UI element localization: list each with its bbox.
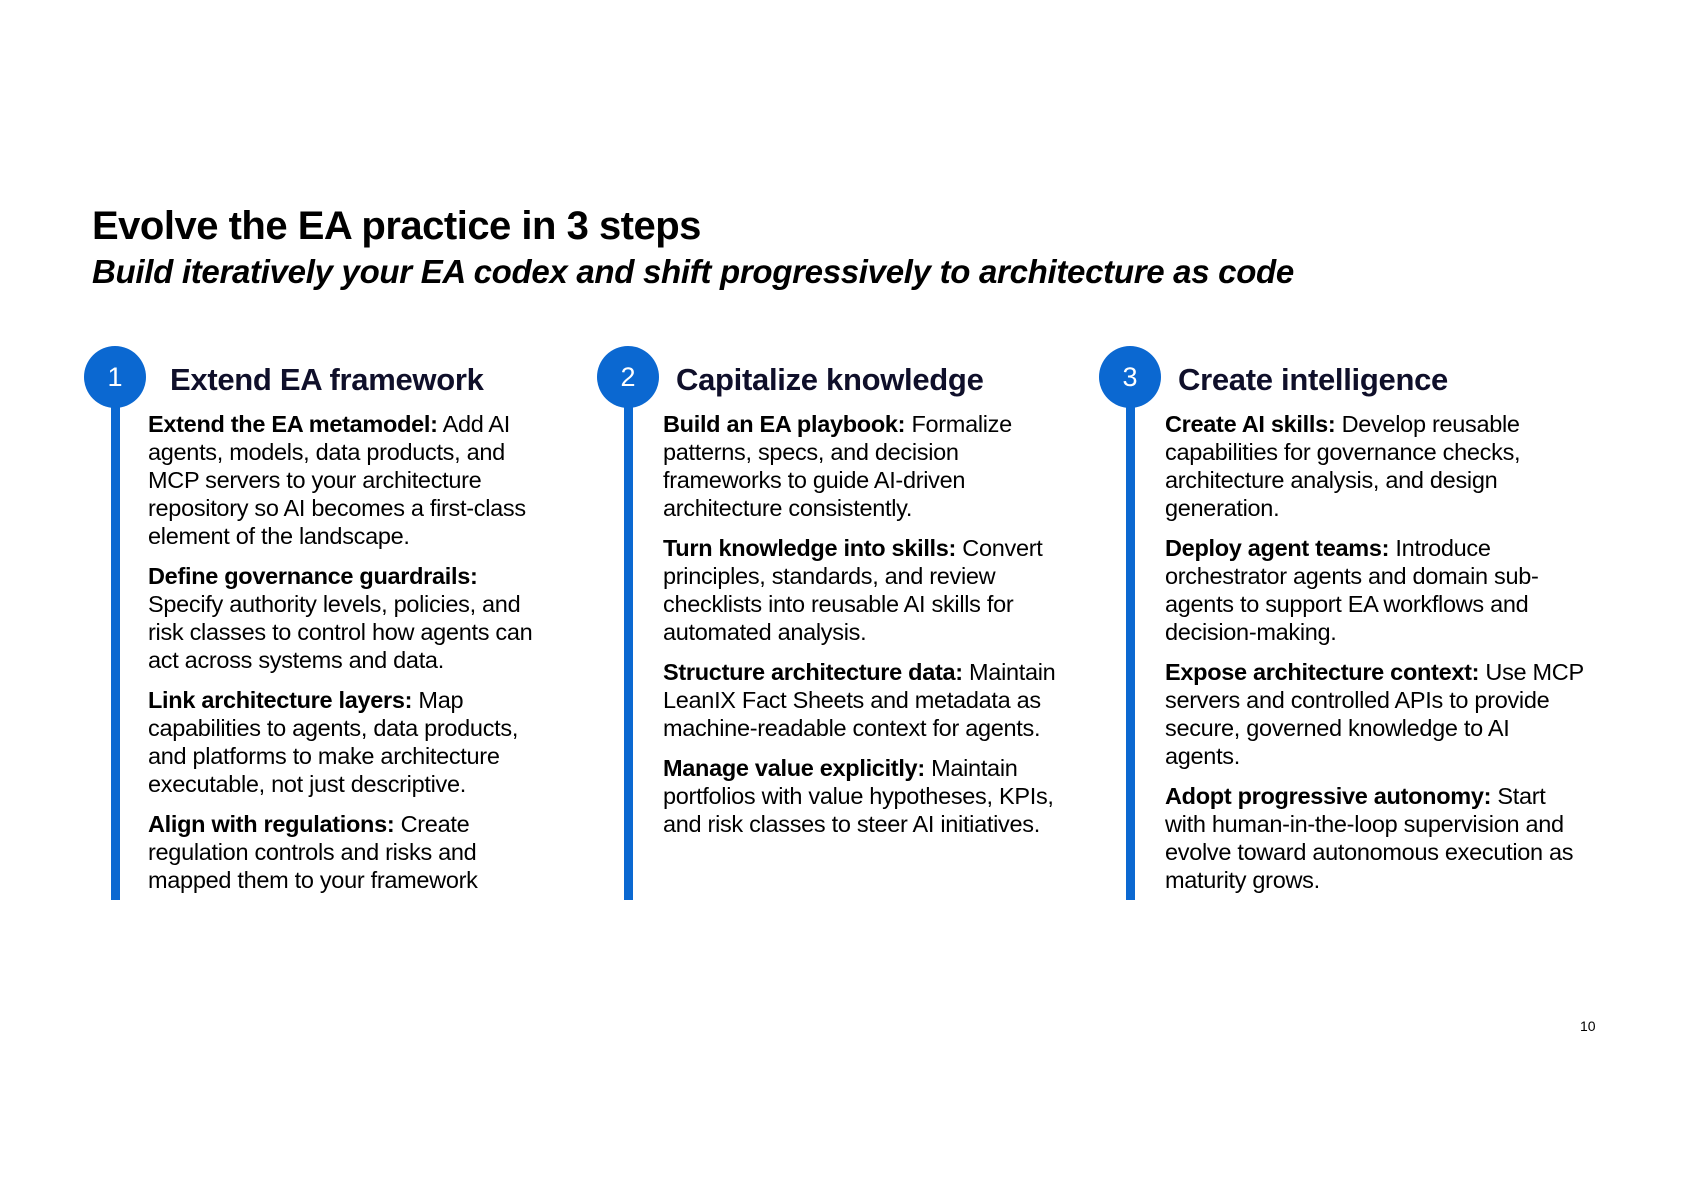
- step-2-item-4-heading: Manage value explicitly:: [663, 755, 925, 781]
- step-2-item-3-text: Maintain LeanIX Fact Sheets and metadata as machine-readable context for agents.: [663, 659, 1056, 741]
- step-3-item-3: [1165, 658, 1585, 770]
- step-2-title: Capitalize knowledge: [676, 362, 984, 397]
- step-1-number-badge: 1: [84, 346, 146, 408]
- step-3-item-1-text: Develop reusable capabilities for governance checks, architecture analysis, and design generation.: [1165, 411, 1521, 521]
- step-2-body: [663, 410, 1073, 850]
- step-3-item-4-heading: Adopt progressive autonomy:: [1165, 783, 1492, 809]
- step-2-item-1-text: Formalize patterns, specs, and decision frameworks to guide AI-driven architecture consistently.: [663, 411, 1012, 521]
- step-1-item-3: [148, 686, 558, 798]
- step-1-item-1-text: Add AI agents, models, data products, and MCP servers to your architecture repository so AI becomes a first-class element of the landscape.: [148, 411, 526, 549]
- step-3-item-4-text: Start with human-in-the-loop supervision and evolve toward autonomous execution as maturity grows.: [1165, 783, 1574, 893]
- step-3-item-4: [1165, 782, 1585, 894]
- step-1-item-2: [148, 562, 558, 674]
- page-subtitle: Build iteratively your EA codex and shift progressively to architecture as code: [92, 253, 1294, 290]
- step-1-item-2-text: Specify authority levels, policies, and risk classes to control how agents can act across systems and data.: [148, 591, 533, 673]
- step-2-item-3: [663, 658, 1073, 742]
- step-2-number-badge: 2: [597, 346, 659, 408]
- step-3-timeline-bar: [1126, 386, 1135, 900]
- page-number: 10: [1580, 1018, 1596, 1034]
- step-1-title: Extend EA framework: [170, 362, 484, 397]
- step-3-item-2-text: Introduce orchestrator agents and domain sub-agents to support EA workflows and decision-making.: [1165, 535, 1539, 645]
- step-2-item-2: [663, 534, 1073, 646]
- step-1-timeline-bar: [111, 386, 120, 900]
- step-3-item-1-heading: Create AI skills:: [1165, 411, 1336, 437]
- step-1-item-1-heading: Extend the EA metamodel:: [148, 411, 438, 437]
- step-3-item-2: [1165, 534, 1585, 646]
- step-2-item-1: [663, 410, 1073, 522]
- step-1-item-4-text: Create regulation controls and risks and mapped them to your framework: [148, 811, 478, 893]
- step-3-item-2-heading: Deploy agent teams:: [1165, 535, 1390, 561]
- step-2-item-4: [663, 754, 1073, 838]
- step-3-item-3-heading: Expose architecture context:: [1165, 659, 1480, 685]
- page-title: Evolve the EA practice in 3 steps: [92, 204, 701, 248]
- step-3-body: [1165, 410, 1585, 906]
- step-2-timeline-bar: [624, 386, 633, 900]
- step-2-item-2-text: Convert principles, standards, and review checklists into reusable AI skills for automated analysis.: [663, 535, 1043, 645]
- step-3-item-1: [1165, 410, 1585, 522]
- step-3-title: Create intelligence: [1178, 362, 1448, 397]
- step-1-item-3-heading: Link architecture layers:: [148, 687, 413, 713]
- step-1-item-4-heading: Align with regulations:: [148, 811, 395, 837]
- step-1-item-3-text: Map capabilities to agents, data products, and platforms to make architecture executable, not just descriptive.: [148, 687, 519, 797]
- step-1-body: [148, 410, 558, 906]
- step-2-item-3-heading: Structure architecture data:: [663, 659, 963, 685]
- step-3-number-badge: 3: [1099, 346, 1161, 408]
- step-1-item-4: [148, 810, 558, 894]
- step-3-item-3-text: Use MCP servers and controlled APIs to provide secure, governed knowledge to AI agents.: [1165, 659, 1584, 769]
- step-1-item-2-heading: Define governance guardrails:: [148, 563, 478, 589]
- step-2-item-1-heading: Build an EA playbook:: [663, 411, 906, 437]
- step-2-item-4-text: Maintain portfolios with value hypotheses, KPIs, and risk classes to steer AI initiatives.: [663, 755, 1054, 837]
- step-1-item-1: [148, 410, 558, 550]
- step-2-item-2-heading: Turn knowledge into skills:: [663, 535, 957, 561]
